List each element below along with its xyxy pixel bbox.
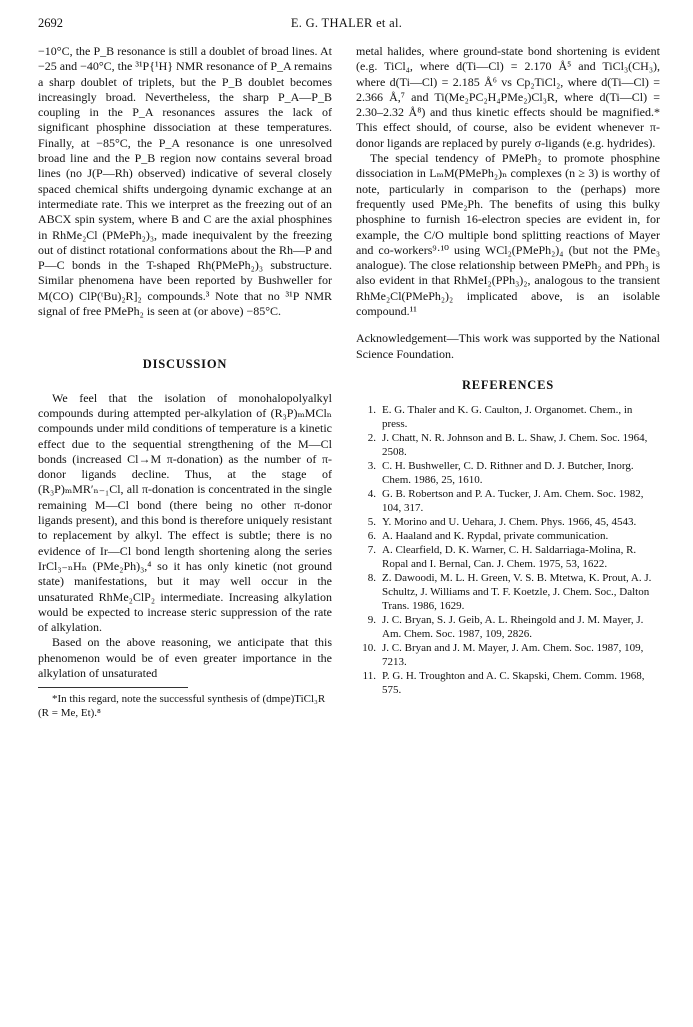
reference-list	[356, 403, 660, 697]
reference-text: P. G. H. Troughton and A. C. Skapski, Chem. Comm. 1968, 575.	[382, 670, 645, 697]
body-paragraph: We feel that the isolation of monohalopolyalkyl compounds during attempted per-alkylation of (R₃P)ₘMClₙ compounds under mild conditions of temperature is a kinetic effect due to the sequential strengthening of the M—Cl bonds (increased Cl→M π-donation) as the number of π-donor ligands decline. Thus, at the stage of (R₃P)ₘMR′ₙ₋₁Cl, all π-donation is concentrated in the single remaining M—Cl bond (there being no other π-donor ligands present), and this bond is therefore uniquely resistant to replacement by alkyl. The effect is subtle; there is no evidence of Ir—Cl bond length shortening along the series IrCl₃₋ₙHₙ (PMe₂Ph)₃,⁴ so it has only kinetic (not ground state) manifestations, but it may well occur in the unsaturated RhMe₂ClP₂ intermediate. Increasing alkylation would be expected to increase steric suppression of the rate of alkylation.	[38, 390, 332, 635]
reference-number: 5.	[367, 516, 376, 529]
page-header	[38, 16, 655, 38]
reference-number: 4.	[367, 488, 376, 501]
reference-item	[356, 431, 660, 459]
reference-text: J. C. Bryan, S. J. Geib, A. L. Rheingold and J. M. Mayer, J. Am. Chem. Soc. 1987, 109, 2826.	[382, 614, 644, 641]
references-heading: REFERENCES	[461, 377, 555, 392]
body-paragraph: metal halides, where ground-state bond shortening is evident (e.g. TiCl₄, where d(Ti—Cl) = 2.170 Å⁵ and TiCl₃(CH₃), where d(Ti—Cl) = 2.185 Å⁶ vs Cp₂TiCl₂, where d(Ti—Cl) = 2.366 Å,⁷ and Ti(Me₂PC₂H₄PMe₂)Cl₃R, where d(Ti—Cl) = 2.30–2.32 Å⁸) and thus kinetic effects should be magnified.* This effect should, of course, also be evident whenever π-donor ligands are replaced by purely σ-ligands (e.g. hydrides).	[356, 44, 660, 150]
reference-text: C. H. Bushweller, C. D. Rithner and D. J. Butcher, Inorg. Chem. 1986, 25, 1610.	[382, 460, 634, 487]
reference-number: 11.	[362, 670, 376, 683]
reference-number: 9.	[367, 614, 376, 627]
footnote: *In this regard, note the successful synthesis of (dmpe)TiCl₃R (R = Me, Et).⁸	[38, 693, 326, 720]
footnote-rule	[38, 687, 188, 688]
right-column	[356, 44, 660, 697]
reference-item	[356, 459, 660, 487]
reference-number: 10.	[362, 642, 376, 655]
reference-number: 1.	[367, 404, 376, 417]
section-heading: DISCUSSION	[142, 357, 228, 372]
reference-text: Y. Morino and U. Uehara, J. Chem. Phys. 1966, 45, 4543.	[382, 516, 637, 529]
reference-item	[356, 487, 660, 515]
reference-number: 3.	[367, 460, 376, 473]
body-paragraph: The special tendency of PMePh₂ to promote phosphine dissociation in LₘM(PMePh₂)ₙ complexes (n ≥ 3) is worthy of note, particularly in comparison to the (perhaps) more frequently used PMe₂Ph. The benefits of using this bulky phosphine to furnish 16-electron species are evident in, for example, the C/O multiple bond splitting reactions of Mayer and co-workers⁹·¹⁰ using WCl₂(PMePh₂)₄ (but not the PMe₃ analogue). The close relationship between PMePh₂ and PPh₃ is also evident in that RhMeI₂(PPh₃)₂, analogous to the transient RhMe₂Cl(PMePh₂)₂ implicated above, is an isolable compound.¹¹	[356, 151, 660, 319]
reference-item	[356, 403, 660, 431]
running-head: E. G. THALER et al.	[290, 16, 403, 30]
reference-number: 2.	[367, 432, 376, 445]
reference-text: J. Chatt, N. R. Johnson and B. L. Shaw, J. Chem. Soc. 1964, 2508.	[382, 432, 648, 459]
reference-item	[356, 543, 660, 571]
reference-text: A. Clearfield, D. K. Warner, C. H. Saldarriaga-Molina, R. Ropal and I. Bernal, Can. J. Chem. 1975, 53, 1622.	[382, 544, 637, 571]
reference-item	[356, 515, 660, 529]
reference-item	[356, 571, 660, 613]
reference-item	[356, 529, 660, 543]
reference-text: A. Haaland and K. Rypdal, private communication.	[382, 530, 609, 543]
reference-number: 8.	[367, 572, 376, 585]
left-column	[38, 44, 332, 720]
reference-text: Z. Dawoodi, M. L. H. Green, V. S. B. Mtetwa, K. Prout, A. J. Schultz, J. Williams and T. F. Koetzle, J. Chem. Soc., Dalton Trans. 1986, 1629.	[382, 572, 652, 613]
reference-text: E. G. Thaler and K. G. Caulton, J. Organomet. Chem., in press.	[382, 404, 633, 431]
body-paragraph: −10°C, the P_B resonance is still a doublet of broad lines. At −25 and −40°C, the ³¹P{¹H} NMR resonance of P_A remains a sharp doublet of triplets, but the P_B doublet becomes increasingly broad. Nevertheless, the sharp P_A—P_B coupling in the P_A resonances assures the lack of significant phosphine dissociation at these temperatures. Finally, at −85°C, the P_A resonance is one unresolved broad line and the P_B region now contains several broad lines (no J(P—Rh) observed) indicative of several closely spaced chemical shifts undergoing dynamic exchange at an intermediate rate. This we interpret as the freezing out of an ABCX spin system, where B and C are the axial phosphines in RhMe₂Cl (PMePh₂)₃, made inequivalent by the freezing out of distinct rotational conformations about the Rh—P and P—C bonds in the T-shaped Rh(PMePh₂)₃ substructure. Similar phenomena have been reported by Bushweller for M(CO) ClP(ᵗBu)₂R]₂ compounds.³ Note that no ³¹P NMR signal of free PMePh₂ is seen at (or above) −85°C.	[38, 44, 332, 319]
acknowledgement: Acknowledgement—This work was supported by the National Science Foundation.	[356, 331, 660, 361]
page-number: 2692	[38, 16, 63, 30]
body-paragraph: Based on the above reasoning, we anticipate that this phenomenon would be of even greater importance in the alkylation of unsaturated	[38, 635, 332, 680]
reference-item	[356, 641, 660, 669]
reference-text: J. C. Bryan and J. M. Mayer, J. Am. Chem. Soc. 1987, 109, 7213.	[382, 642, 644, 669]
reference-number: 7.	[367, 544, 376, 557]
reference-text: G. B. Robertson and P. A. Tucker, J. Am. Chem. Soc. 1982, 104, 317.	[382, 488, 644, 515]
reference-item	[356, 669, 660, 697]
reference-number: 6.	[367, 530, 376, 543]
reference-item	[356, 613, 660, 641]
